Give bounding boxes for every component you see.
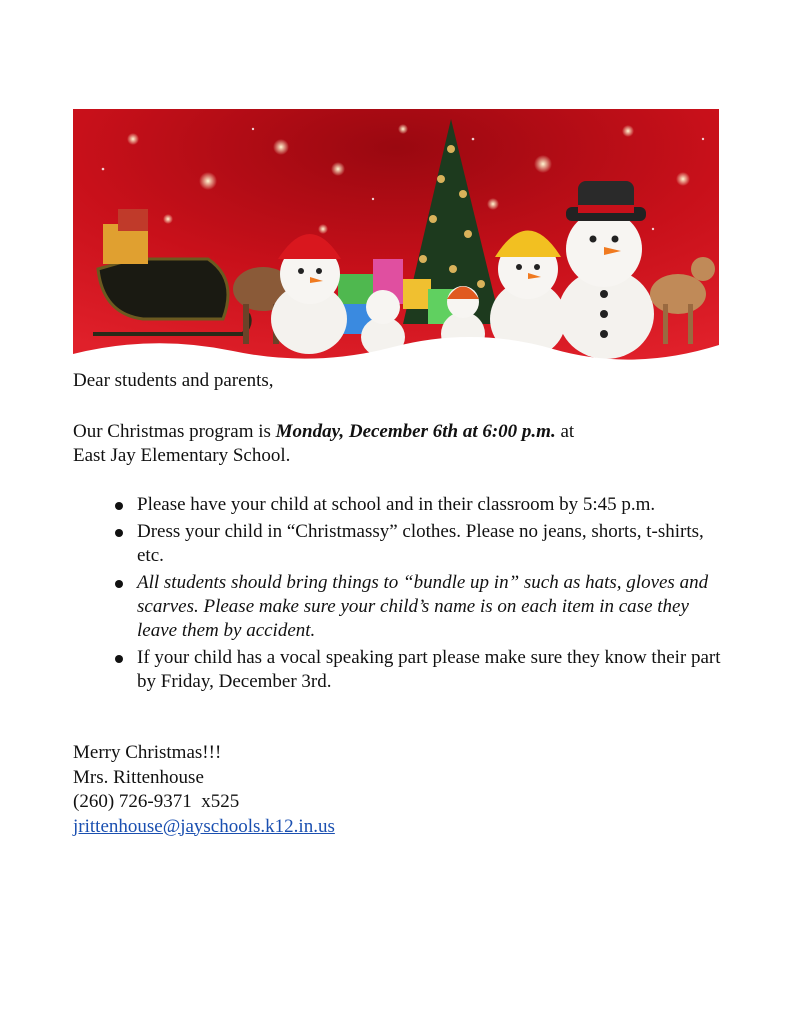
- list-item: [112, 520, 724, 568]
- bullet-icon: [115, 502, 123, 510]
- signature-block: [73, 741, 733, 839]
- list-item-text: All students should bring things to “bundle up in” such as hats, gloves and scarves. Please make sure your child’s name is on each item in case they leave them by accident.: [137, 572, 709, 641]
- list-item-text: Please have your child at school and in their classroom by 5:45 p.m.: [137, 494, 656, 515]
- school-name: East Jay Elementary School.: [73, 445, 291, 466]
- list-item-text: If your child has a vocal speaking part please make sure they know their part by Friday, December 3rd.: [137, 647, 721, 692]
- instructions-list: [112, 493, 724, 697]
- intro-paragraph: [73, 420, 733, 468]
- signature-name: Mrs. Rittenhouse: [73, 766, 204, 788]
- closing-line: Merry Christmas!!!: [73, 742, 222, 763]
- bullet-icon: [115, 529, 123, 537]
- phone-number: (260) 726-9371 x525: [73, 791, 240, 812]
- bullet-icon: [115, 580, 123, 588]
- intro-before: Our Christmas program is: [73, 421, 276, 442]
- email-link[interactable]: jrittenhouse@jayschools.k12.in.us: [73, 815, 335, 837]
- list-item: [112, 493, 724, 517]
- list-item-text: Dress your child in “Christmassy” clothes. Please no jeans, shorts, t-shirts, etc.: [137, 521, 704, 566]
- greeting: Dear students and parents,: [73, 370, 274, 391]
- event-date-emphasis: Monday, December 6th at 6:00 p.m.: [275, 421, 556, 442]
- christmas-banner-image: [73, 109, 719, 367]
- list-item: [112, 646, 724, 694]
- list-item: [112, 571, 724, 643]
- bullet-icon: [115, 655, 123, 663]
- intro-after: at: [555, 421, 575, 442]
